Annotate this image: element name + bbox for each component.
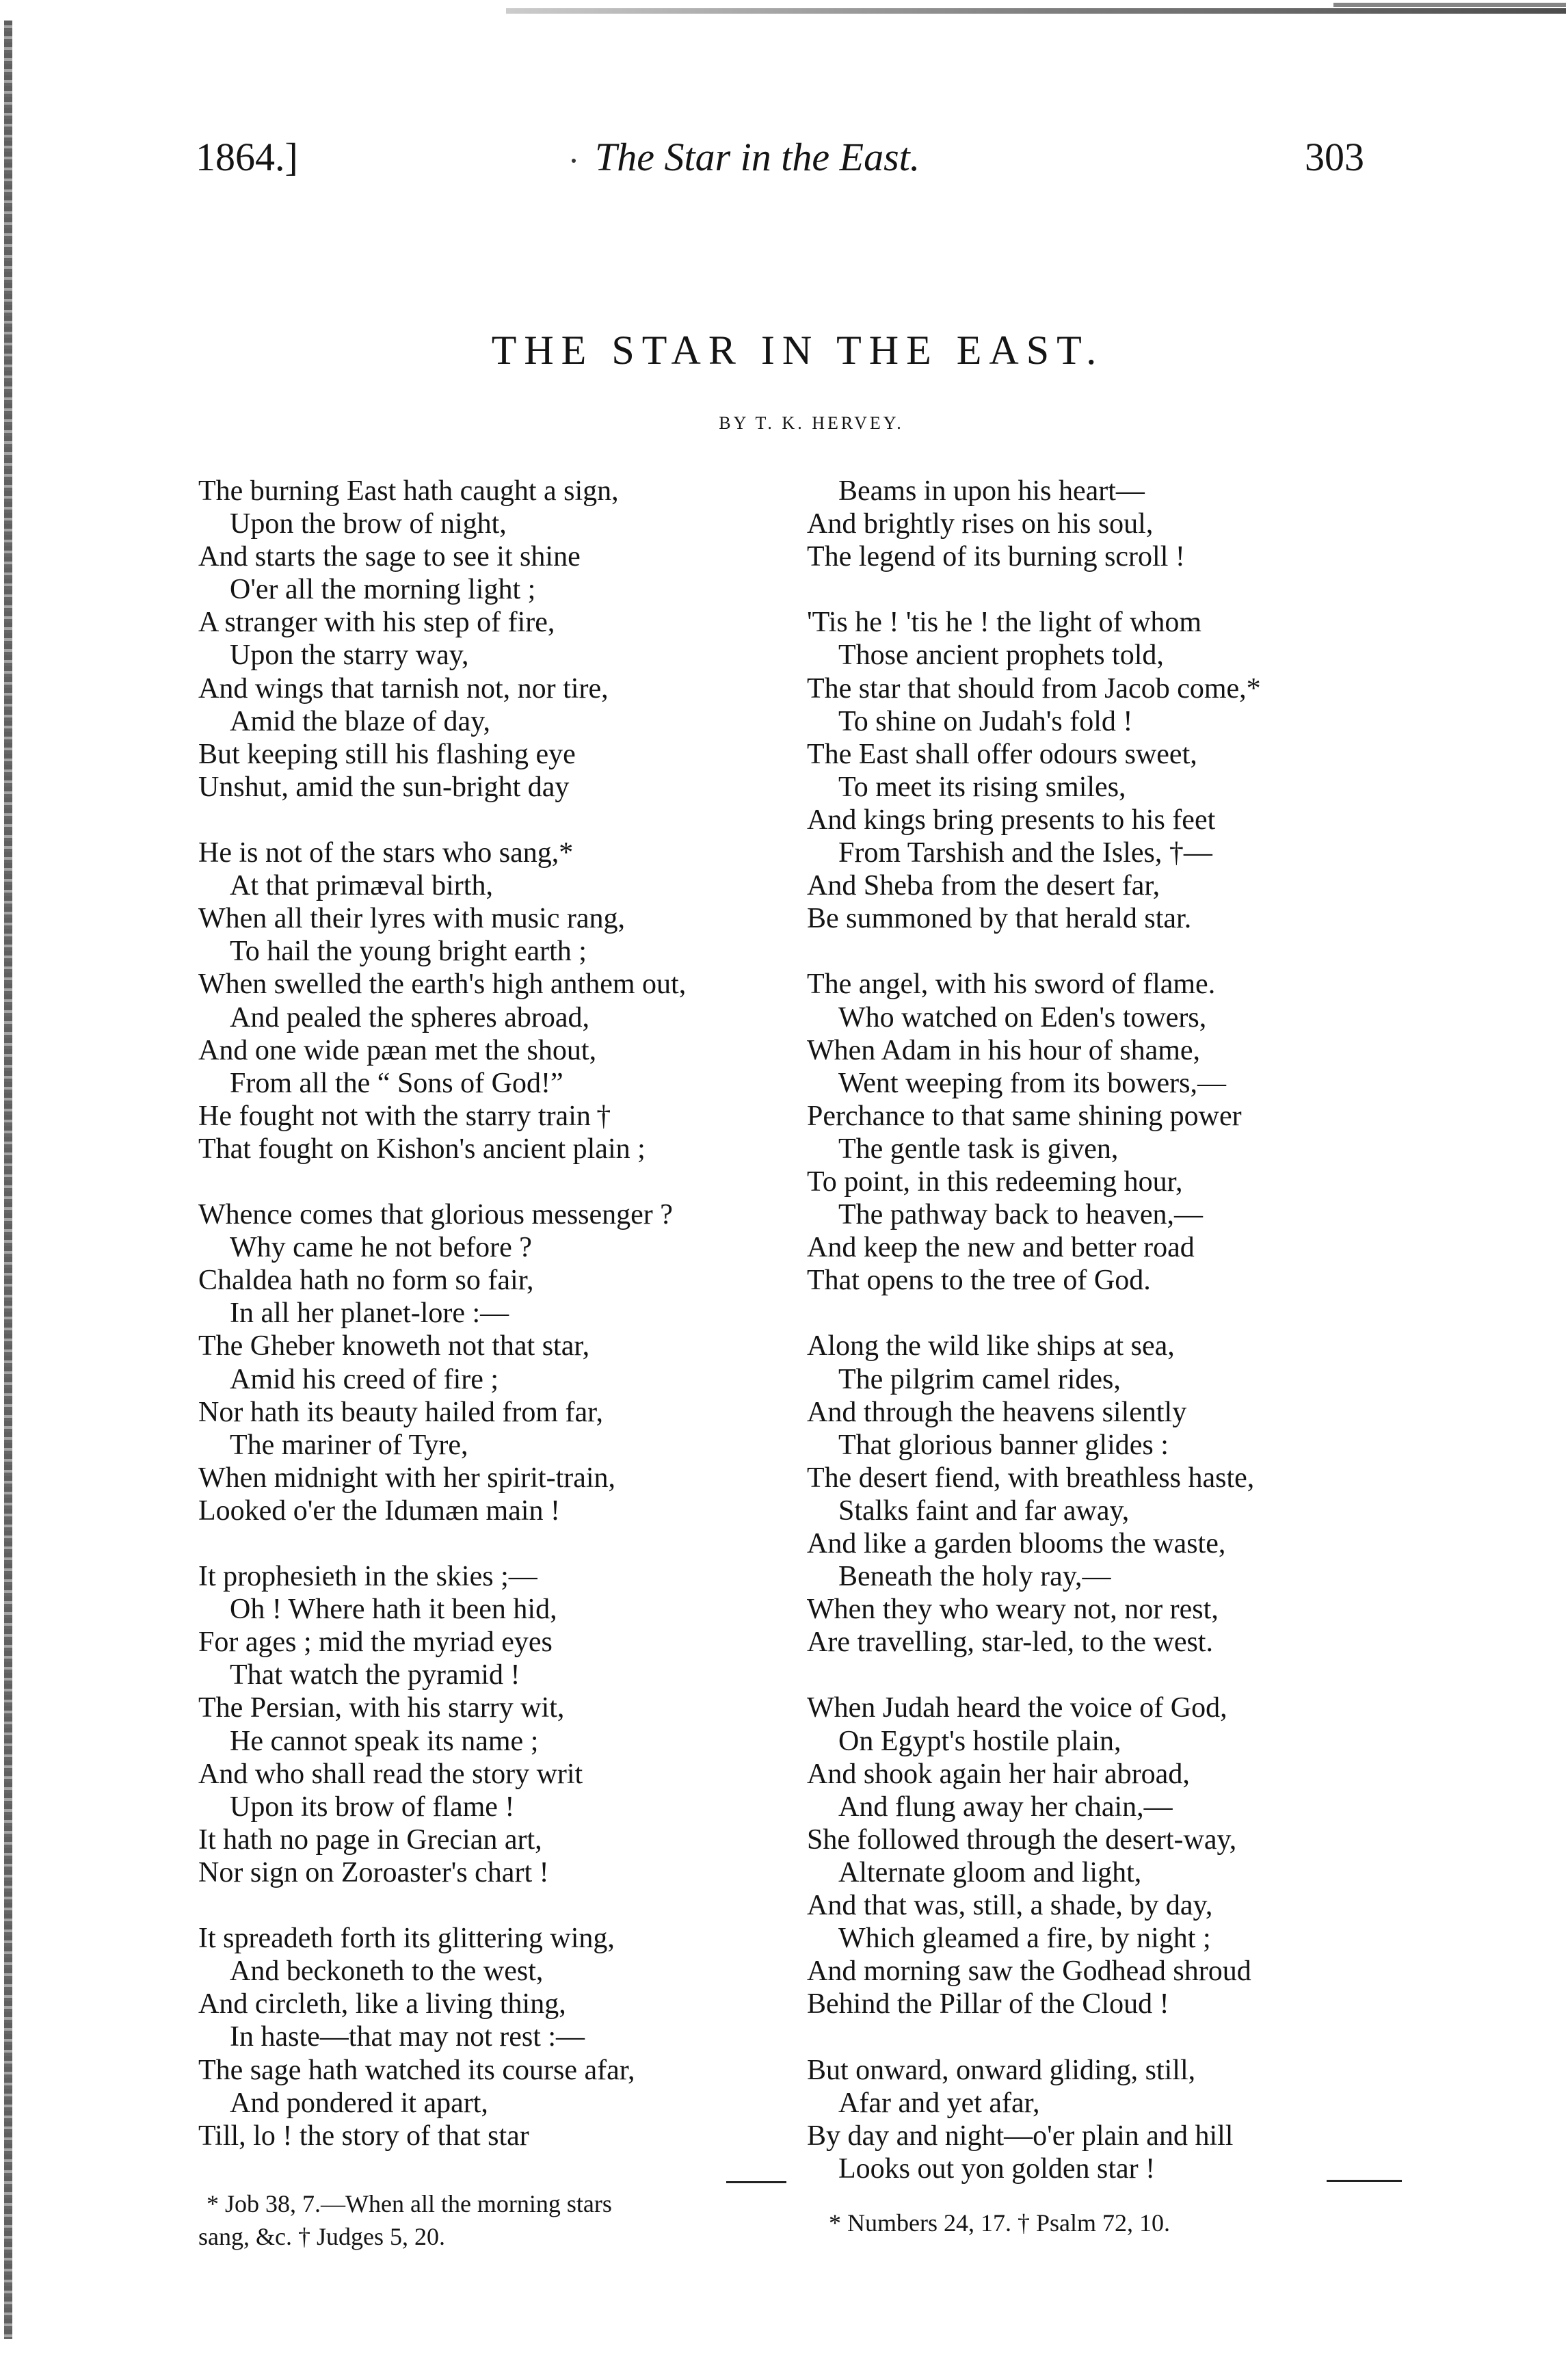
verse-line: From Tarshish and the Isles, †—	[838, 837, 1212, 869]
verse-line: That opens to the tree of God.	[807, 1265, 1151, 1297]
page-top-edge	[506, 8, 1566, 14]
verse-line: And starts the sage to see it shine	[198, 541, 581, 573]
byline: BY T. K. HERVEY.	[719, 413, 904, 433]
verse-line: It spreadeth forth its glittering wing,	[198, 1923, 615, 1955]
running-title: The Star in the East.	[595, 135, 920, 179]
verse-line: When midnight with her spirit-train,	[198, 1462, 616, 1494]
verse-line: Who watched on Eden's towers,	[838, 1001, 1207, 1033]
verse-line: The pilgrim camel rides,	[838, 1363, 1121, 1395]
verse-line: He is not of the stars who sang,*	[198, 837, 574, 869]
verse-line: Be summoned by that herald star.	[807, 903, 1192, 935]
footnote-left-line-1: * Job 38, 7.—When all the morning stars	[207, 2190, 612, 2217]
stanza-gap	[807, 935, 1261, 968]
verse-line: It hath no page in Grecian art,	[198, 1823, 542, 1856]
verse-line: The star that should from Jacob come,*	[807, 672, 1261, 704]
verse-line: And shook again her hair abroad,	[807, 1758, 1190, 1790]
verse-line: And who shall read the story writ	[198, 1758, 583, 1790]
verse-line: The East shall offer odours sweet,	[807, 738, 1197, 770]
verse-line: Nor sign on Zoroaster's chart !	[198, 1856, 549, 1888]
verse-line: Beneath the holy ray,—	[838, 1561, 1111, 1593]
stanza-gap	[198, 1889, 686, 1922]
stanza-gap	[198, 1527, 686, 1560]
verse-line: Those ancient prophets told,	[838, 640, 1164, 672]
verse-line: When Judah heard the voice of God,	[807, 1692, 1227, 1724]
verse-line: The Gheber knoweth not that star,	[198, 1330, 590, 1362]
verse-line: That watch the pyramid !	[230, 1659, 520, 1691]
verse-line: Alternate gloom and light,	[838, 1856, 1142, 1888]
verse-line: Went weeping from its bowers,—	[838, 1067, 1226, 1099]
stanza-gap	[807, 1659, 1261, 1691]
verse-line: The angel, with his sword of flame.	[807, 968, 1216, 1001]
verse-line: Looks out yon golden star !	[838, 2152, 1156, 2185]
verse-line: And Sheba from the desert far,	[807, 870, 1160, 902]
footnote-rule-left	[726, 2181, 786, 2183]
verse-line: Looked o'er the Idumæn main !	[198, 1494, 560, 1527]
verse-line: And that was, still, a shade, by day,	[807, 1890, 1213, 1922]
verse-line: And beckoneth to the west,	[230, 1955, 544, 1988]
verse-line: And pondered it apart,	[230, 2087, 488, 2119]
verse-line: Perchance to that same shining power	[807, 1100, 1242, 1132]
verse-line: Nor hath its beauty hailed from far,	[198, 1396, 603, 1428]
verse-line: He cannot speak its name ;	[230, 1725, 539, 1757]
verse-line: Are travelling, star-led, to the west.	[807, 1626, 1213, 1659]
verse-line: On Egypt's hostile plain,	[838, 1725, 1121, 1757]
verse-line: Along the wild like ships at sea,	[807, 1330, 1175, 1362]
verse-line: The desert fiend, with breathless haste,	[807, 1462, 1255, 1494]
verse-line: Upon its brow of flame !	[230, 1791, 515, 1823]
verse-line: The gentle task is given,	[838, 1133, 1119, 1165]
verse-line: And one wide pæan met the shout,	[198, 1034, 597, 1066]
verse-line: And keep the new and better road	[807, 1232, 1195, 1264]
verse-line: The legend of its burning scroll !	[807, 541, 1185, 573]
verse-line: But keeping still his flashing eye	[198, 738, 576, 770]
verse-line: Upon the starry way,	[230, 640, 469, 672]
verse-line: To hail the young bright earth ;	[230, 936, 587, 968]
stanza-gap	[198, 1165, 686, 1198]
verse-line: In haste—that may not rest :—	[230, 2021, 585, 2053]
verse-line: Beams in upon his heart—	[838, 475, 1145, 507]
verse-line: And through the heavens silently	[807, 1396, 1187, 1428]
verse-line: 'Tis he ! 'tis he ! the light of whom	[807, 607, 1202, 639]
verse-line: When they who weary not, nor rest,	[807, 1594, 1219, 1626]
stanza-gap	[807, 573, 1261, 606]
verse-line: Why came he not before ?	[230, 1232, 532, 1264]
verse-line: Afar and yet afar,	[838, 2087, 1040, 2119]
verse-line: She followed through the desert-way,	[807, 1823, 1237, 1856]
verse-line: And morning saw the Godhead shroud	[807, 1955, 1251, 1988]
verse-line: Oh ! Where hath it been hid,	[230, 1594, 557, 1626]
verse-line: The pathway back to heaven,—	[838, 1199, 1203, 1231]
verse-line: And kings bring presents to his feet	[807, 804, 1216, 836]
verse-line: When all their lyres with music rang,	[198, 903, 625, 935]
verse-line: A stranger with his step of fire,	[198, 607, 555, 639]
verse-line: The mariner of Tyre,	[230, 1429, 468, 1461]
footnote-left-line-2: sang, &c. † Judges 5, 20.	[198, 2223, 445, 2250]
verse-line: And circleth, like a living thing,	[198, 1988, 566, 2020]
page-top-edge-dark	[1333, 3, 1566, 7]
verse-line: To point, in this redeeming hour,	[807, 1165, 1183, 1198]
verse-line: In all her planet-lore :—	[230, 1297, 509, 1330]
header-year: 1864.]	[196, 135, 298, 179]
verse-line: It prophesieth in the skies ;—	[198, 1561, 537, 1593]
verse-line: And like a garden blooms the waste,	[807, 1528, 1226, 1559]
verse-line: Behind the Pillar of the Cloud !	[807, 1988, 1169, 2020]
verse-line: At that primæval birth,	[230, 870, 493, 902]
verse-line: And pealed the spheres abroad,	[230, 1001, 589, 1033]
verse-line: That glorious banner glides :	[838, 1429, 1169, 1461]
verse-line: And flung away her chain,—	[838, 1791, 1173, 1823]
poem-title: THE STAR IN THE EAST.	[491, 328, 1104, 373]
right-column	[807, 475, 1261, 2185]
verse-line: But onward, onward gliding, still,	[807, 2054, 1196, 2086]
verse-line: For ages ; mid the myriad eyes	[198, 1626, 553, 1659]
verse-line: Upon the brow of night,	[230, 508, 507, 540]
verse-line: That fought on Kishon's ancient plain ;	[198, 1133, 646, 1165]
verse-line: From all the “ Sons of God!”	[230, 1067, 563, 1099]
stanza-gap	[807, 2020, 1261, 2053]
verse-line: Which gleamed a fire, by night ;	[838, 1923, 1211, 1955]
verse-line: Whence comes that glorious messenger ?	[198, 1199, 673, 1231]
verse-line: When swelled the earth's high anthem out,	[198, 968, 687, 1001]
verse-line: The sage hath watched its course afar,	[198, 2054, 635, 2086]
verse-line: The burning East hath caught a sign,	[198, 475, 619, 507]
verse-line: By day and night—o'er plain and hill	[807, 2120, 1234, 2152]
footnote-right: * Numbers 24, 17. † Psalm 72, 10.	[829, 2209, 1170, 2237]
verse-line: The Persian, with his starry wit,	[198, 1692, 565, 1724]
verse-line: To meet its rising smiles,	[838, 771, 1126, 803]
verse-line: Amid the blaze of day,	[230, 705, 490, 737]
page-number: 303	[1305, 135, 1364, 179]
verse-line: Till, lo ! the story of that star	[198, 2120, 529, 2152]
verse-line: Unshut, amid the sun-bright day	[198, 771, 570, 803]
header-dot	[572, 159, 576, 163]
left-column	[198, 475, 686, 2152]
verse-line: And wings that tarnish not, nor tire,	[198, 672, 609, 704]
stanza-gap	[807, 1297, 1261, 1330]
verse-line: Amid his creed of fire ;	[230, 1363, 499, 1395]
stanza-gap	[198, 804, 686, 836]
verse-line: To shine on Judah's fold !	[838, 705, 1133, 737]
footnote-rule-right	[1327, 2180, 1402, 2182]
verse-line: O'er all the morning light ;	[230, 574, 536, 606]
verse-line: Chaldea hath no form so fair,	[198, 1265, 534, 1297]
verse-line: When Adam in his hour of shame,	[807, 1034, 1201, 1066]
verse-line: Stalks faint and far away,	[838, 1494, 1130, 1527]
verse-line: And brightly rises on his soul,	[807, 508, 1154, 540]
verse-line: He fought not with the starry train †	[198, 1100, 611, 1132]
